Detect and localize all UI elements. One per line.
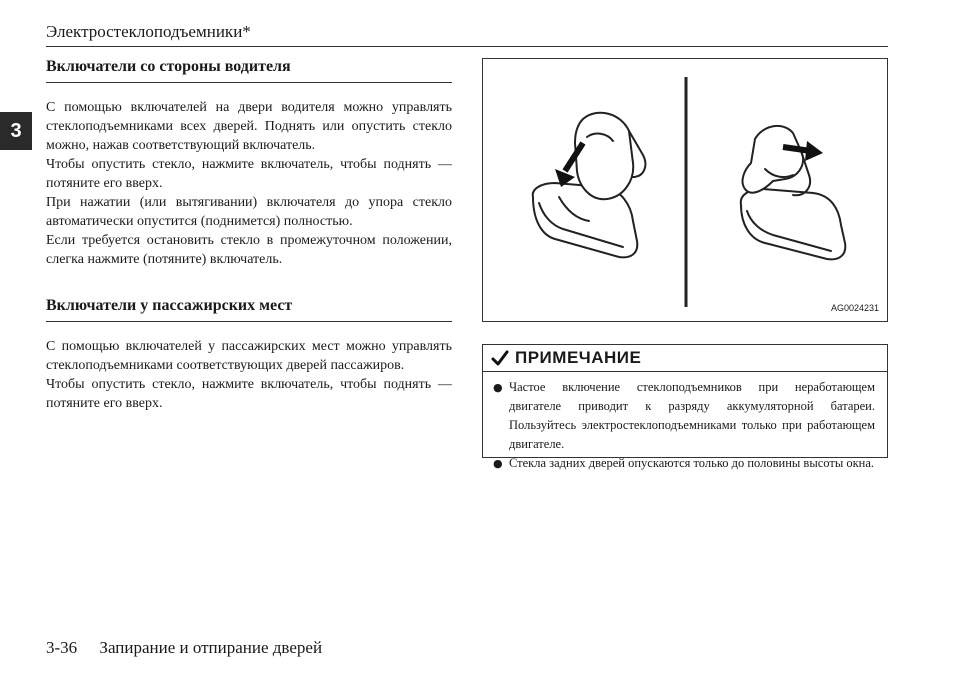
- paragraph: С помощью включателей у пассажирских мест можно управлять стеклоподъемниками соответствующих дверей пассажиров.: [46, 339, 452, 373]
- press-down-illustration: [533, 113, 646, 258]
- page-number: 3-36: [46, 638, 78, 657]
- note-text: Частое включение стеклоподъемников при неработающем двигателе приводит к разряду аккумуляторной батареи. Пользуйтесь электростеклоподъемниками только при работающем двигателе.: [509, 380, 875, 451]
- note-title: ПРИМЕЧАНИЕ: [515, 348, 642, 367]
- paragraph: Чтобы опустить стекло, нажмите включатель, чтобы поднять — потяните его вверх.: [46, 157, 452, 191]
- footer-chapter-title: Запирание и отпирание дверей: [99, 638, 323, 657]
- page-footer: [46, 638, 322, 658]
- section-heading-driver: Включатели со стороны водителя: [46, 58, 452, 83]
- paragraph: С помощью включателей на двери водителя можно управлять стеклоподъемниками всех дверей. Поднять или опустить стекло можно, нажав соответствующий включатель.: [46, 100, 452, 153]
- main-text-column: [46, 58, 452, 413]
- driver-switch-text: [46, 98, 452, 269]
- checkmark-icon: [491, 349, 509, 367]
- bullet-icon: ●: [493, 381, 503, 394]
- paragraph: Если требуется остановить стекло в промежуточном положении, слегка нажмите (потяните) включатель.: [46, 233, 452, 267]
- switch-drawing: [483, 59, 887, 321]
- note-item: [493, 454, 875, 473]
- note-header: [483, 345, 887, 372]
- note-list: [483, 372, 887, 473]
- paragraph: При нажатии (или вытягивании) включателя до упора стекло автоматически опустится (поднимется) полностью.: [46, 195, 452, 229]
- paragraph: Чтобы опустить стекло, нажмите включатель, чтобы поднять — потяните его вверх.: [46, 377, 452, 411]
- chapter-tab: 3: [0, 112, 32, 150]
- bullet-icon: ●: [493, 457, 503, 470]
- figure-code: AG0024231: [830, 303, 879, 313]
- switch-illustration: [482, 58, 888, 322]
- header-rule: [46, 46, 888, 47]
- header-title: Электростеклоподъемники*: [46, 22, 251, 41]
- note-box: [482, 344, 888, 470]
- section-heading-passenger: Включатели у пассажирских мест: [46, 297, 452, 322]
- note-text: Стекла задних дверей опускаются только до половины высоты окна.: [509, 456, 875, 470]
- note-item: [493, 378, 875, 454]
- passenger-switch-text: [46, 337, 452, 413]
